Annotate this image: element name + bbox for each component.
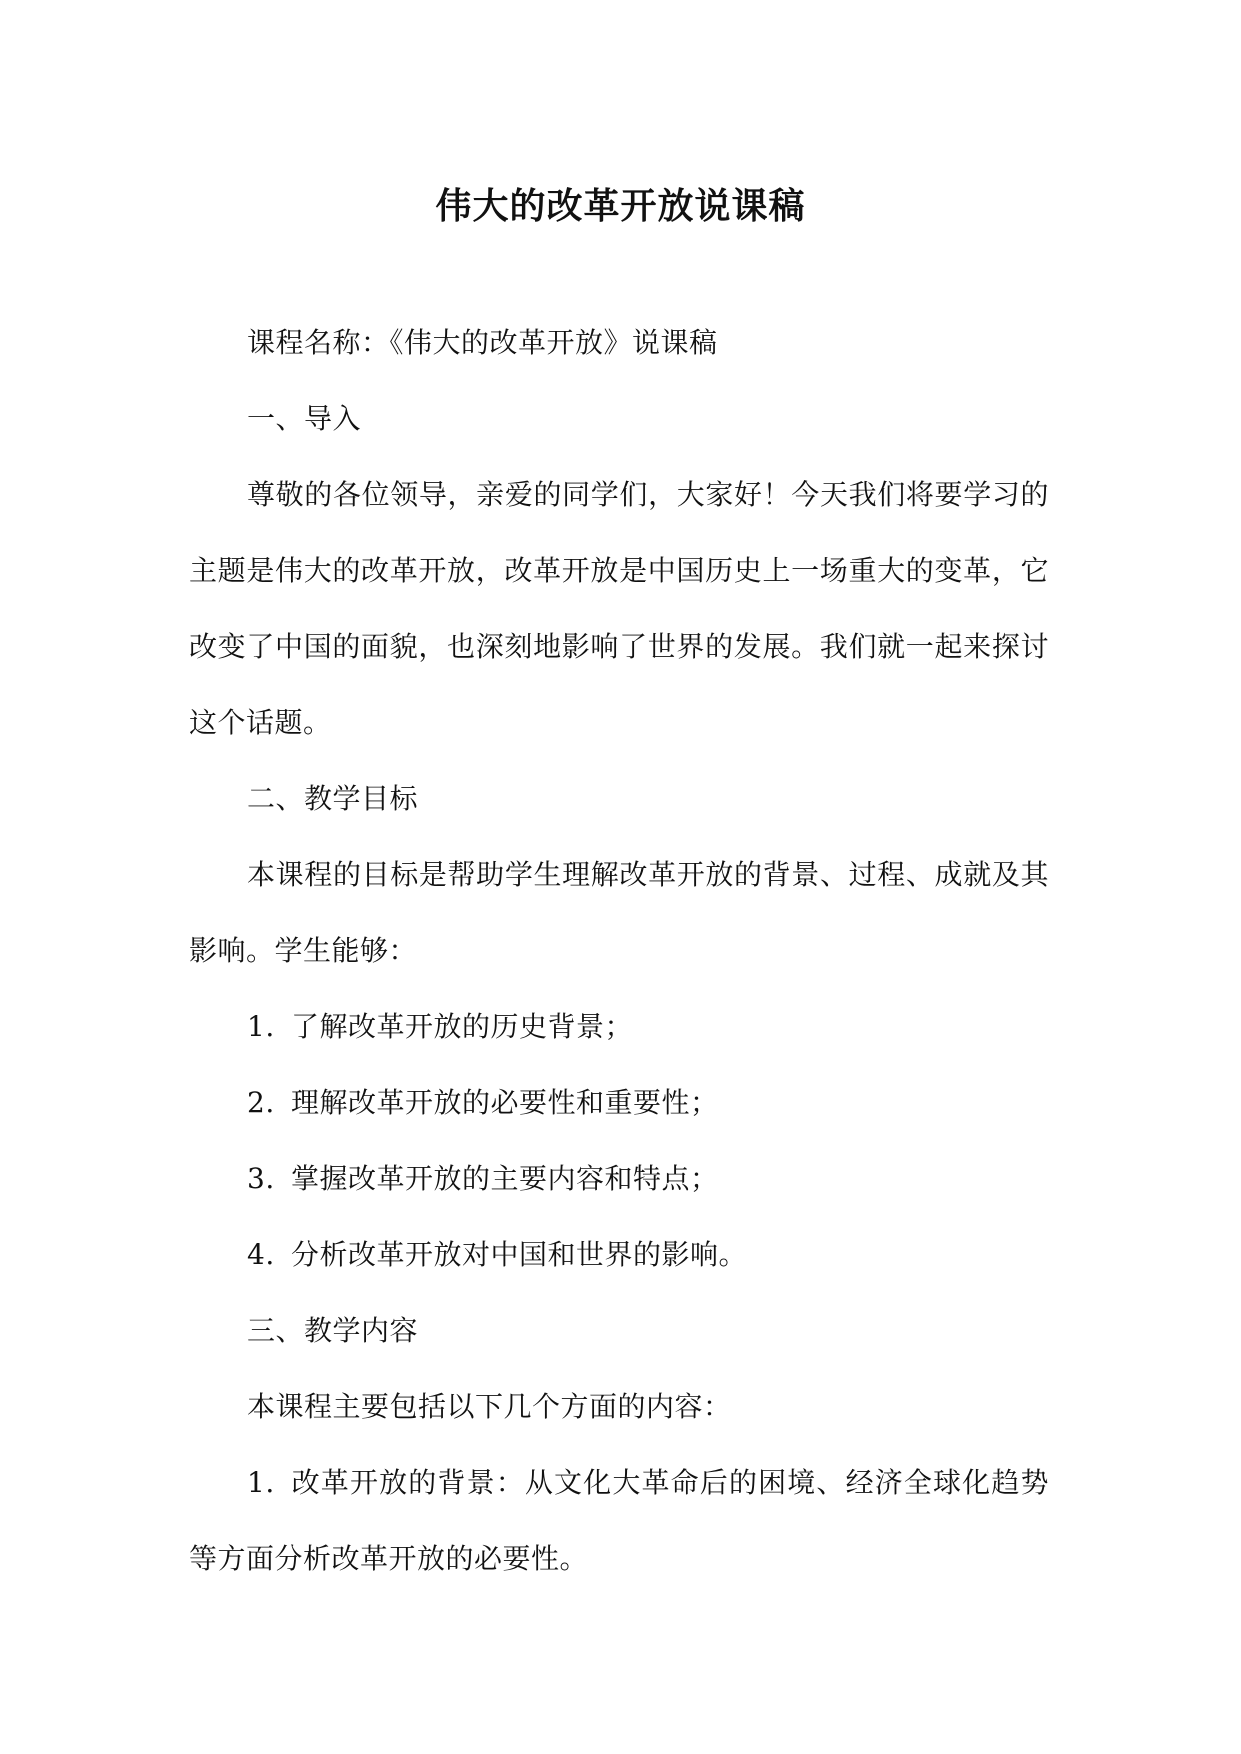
goal-number: 1. [247, 1010, 275, 1043]
goal-item [189, 1141, 1049, 1217]
document-title: 伟大的改革开放说课稿 [435, 185, 806, 227]
section-heading-content: 三、教学内容 [247, 1314, 419, 1347]
section-heading-goals: 二、教学目标 [247, 782, 419, 815]
content-intro: 本课程主要包括以下几个方面的内容： [247, 1390, 732, 1423]
section-heading-intro: 一、导入 [247, 402, 362, 435]
content-number: 1. [247, 1466, 275, 1499]
goals-paragraph: 本课程的目标是帮助学生理解改革开放的背景、过程、成就及其影响。学生能够： [189, 858, 1049, 967]
goal-number: 2. [247, 1086, 275, 1119]
goal-item [189, 1217, 1049, 1293]
goal-item [189, 1065, 1049, 1141]
document-body [189, 305, 1049, 1597]
content-text: 改革开放的背景：从文化大革命后的困境、经济全球化趋势等方面分析改革开放的必要性。 [189, 1466, 1049, 1575]
intro-paragraph: 尊敬的各位领导，亲爱的同学们，大家好！今天我们将要学习的主题是伟大的改革开放，改革开放是中国历史上一场重大的变革，它改变了中国的面貌，也深刻地影响了世界的发展。我们就一起来探讨这个话题。 [189, 478, 1049, 739]
goal-item [189, 989, 1049, 1065]
goal-text: 掌握改革开放的主要内容和特点； [291, 1162, 719, 1195]
goal-number: 3. [247, 1162, 275, 1195]
goal-number: 4. [247, 1238, 275, 1271]
goal-text: 理解改革开放的必要性和重要性； [291, 1086, 719, 1119]
course-name: 课程名称：《伟大的改革开放》说课稿 [247, 326, 718, 359]
goal-text: 了解改革开放的历史背景； [291, 1010, 634, 1043]
goal-text: 分析改革开放对中国和世界的影响。 [291, 1238, 748, 1271]
content-item [189, 1445, 1049, 1597]
